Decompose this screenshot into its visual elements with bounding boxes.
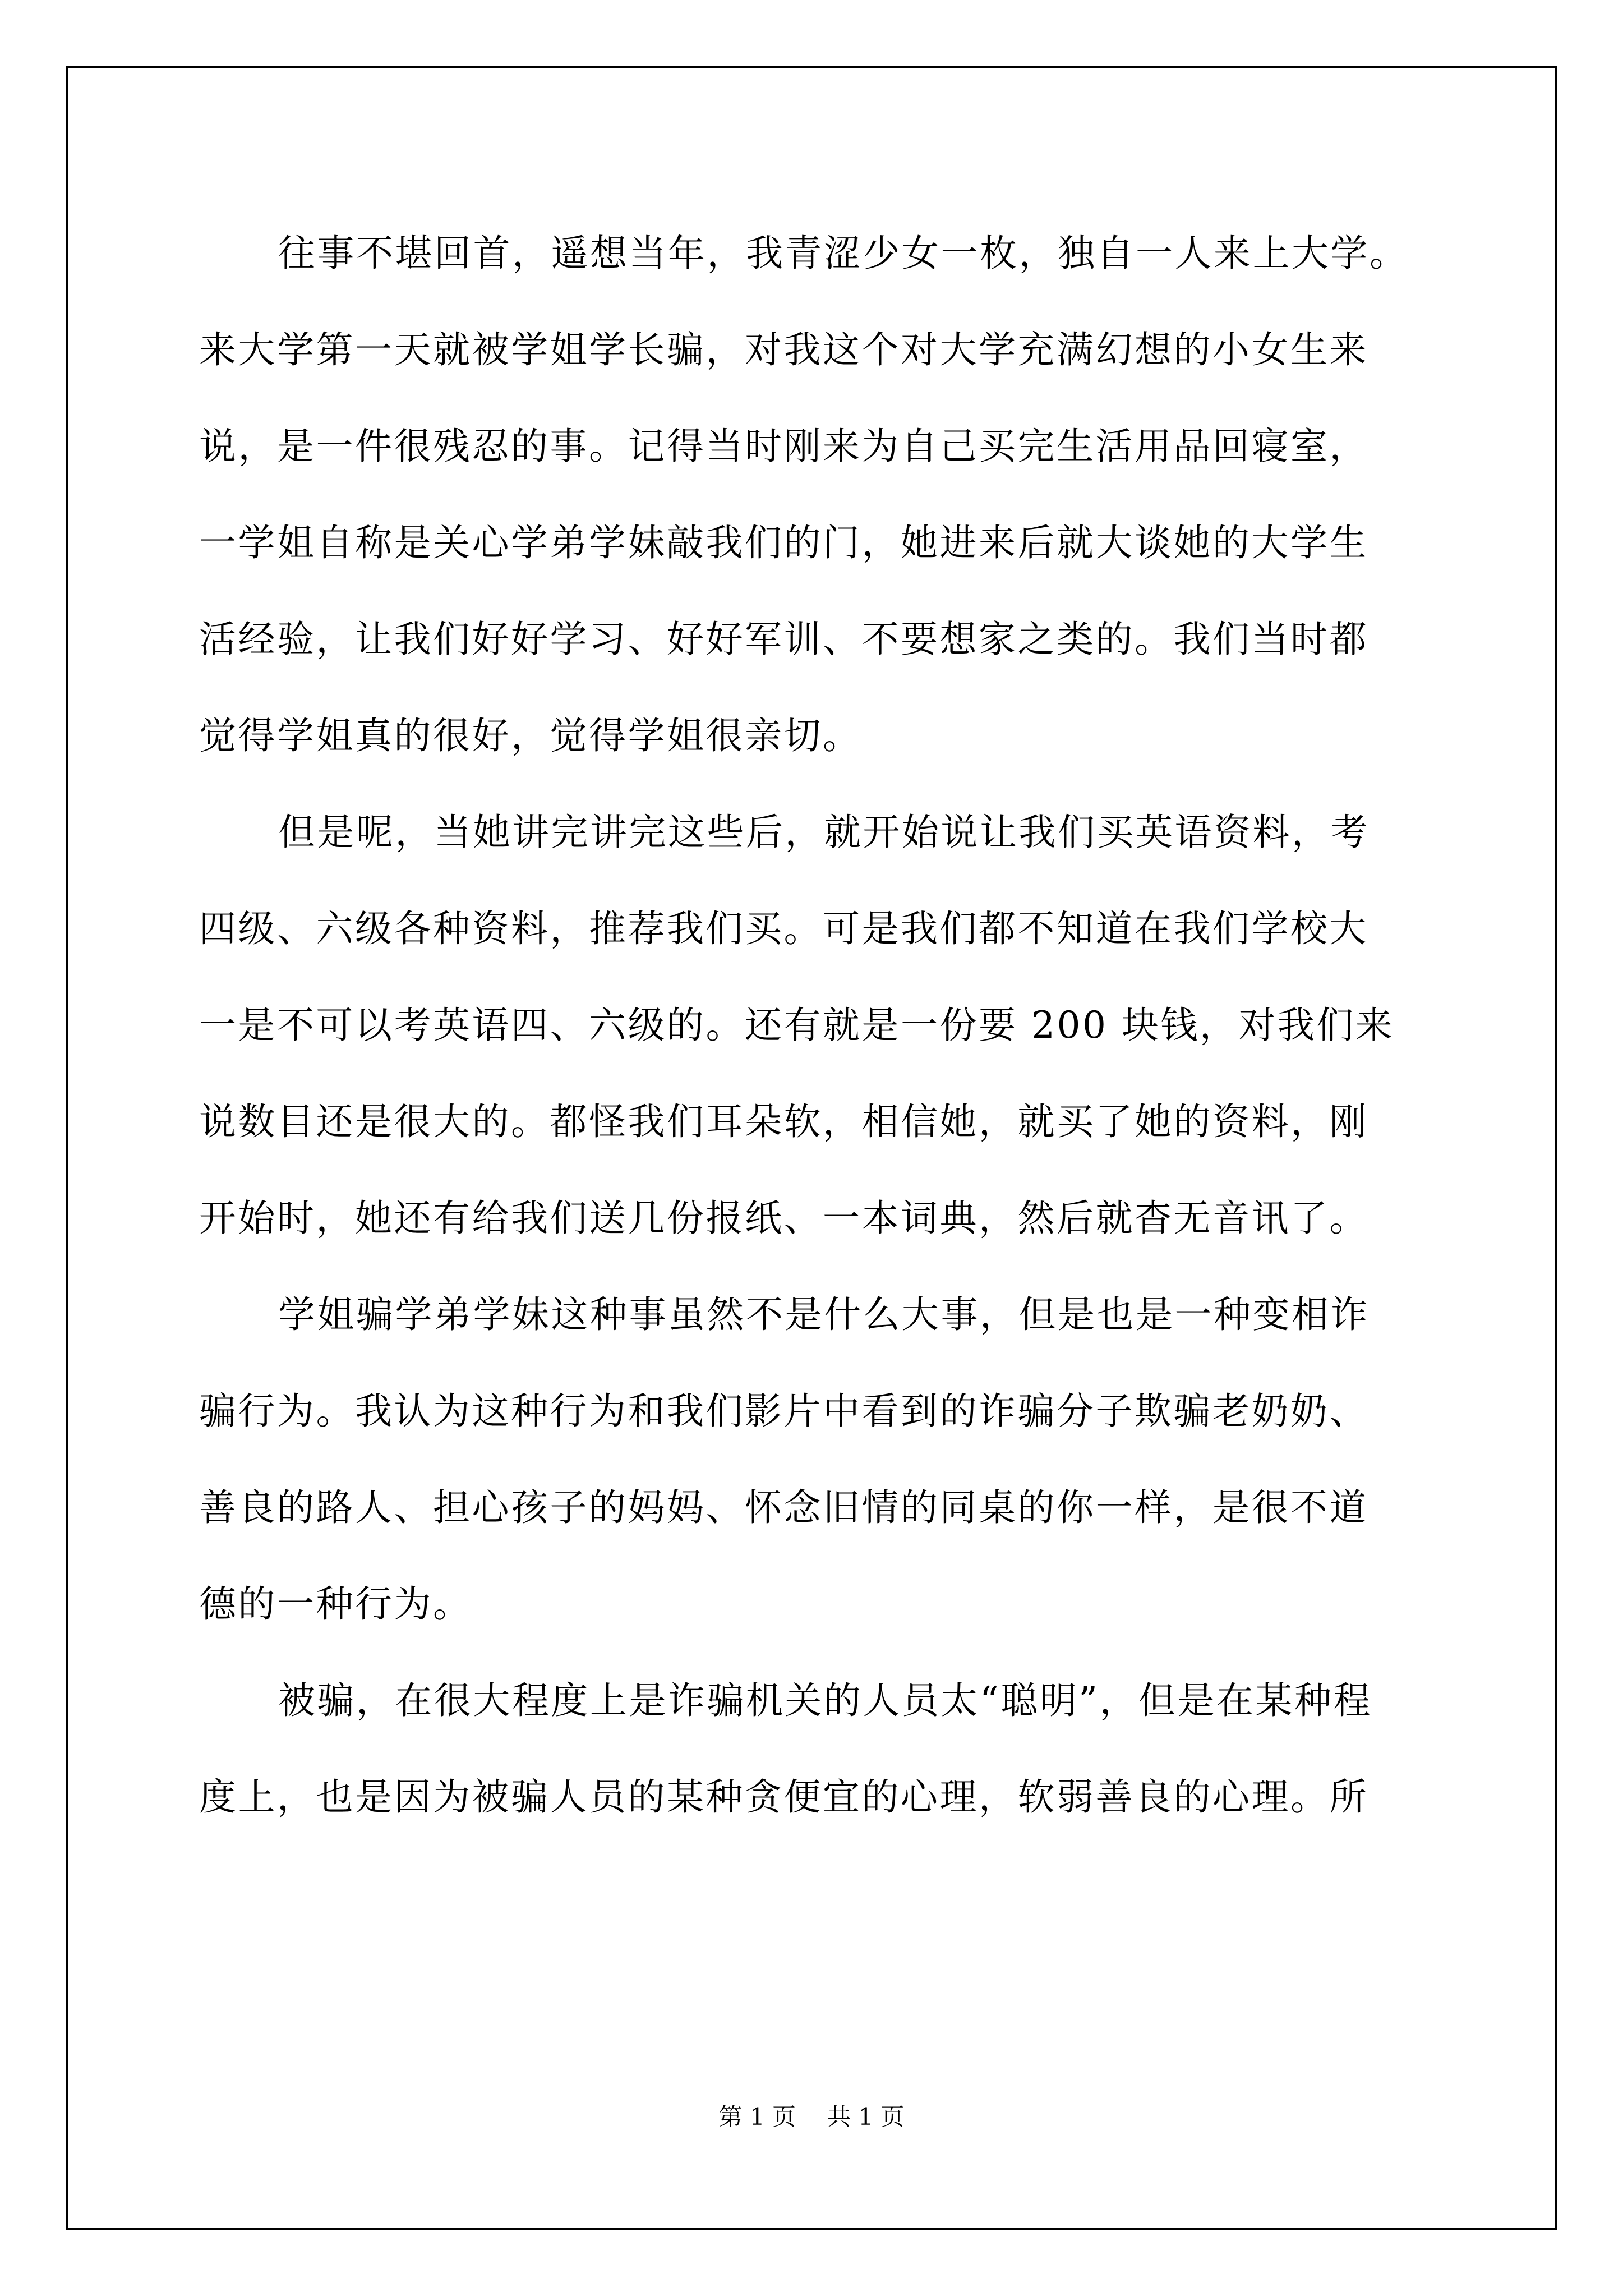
text-line: 四级、六级各种资料，推荐我们买。可是我们都不知道在我们学校大 [199,907,1368,950]
text-line: 一是不可以考英语四、六级的。还有就是一份要 200 块钱，对我们来 [199,1004,1395,1047]
text-line: 学姐骗学弟学妹这种事虽然不是什么大事，但是也是一种变相诈 [278,1293,1370,1336]
text-line: 往事不堪回首，遥想当年，我青涩少女一枚，独自一人来上大学。 [278,232,1409,275]
text-line: 觉得学姐真的很好，觉得学姐很亲切。 [199,714,862,757]
text-line: 度上，也是因为被骗人员的某种贪便宜的心理，软弱善良的心理。所 [199,1775,1368,1819]
text-line: 开始时，她还有给我们送几份报纸、一本词典，然后就杳无音讯了。 [199,1197,1368,1240]
text-line: 善良的路人、担心孩子的妈妈、怀念旧情的同桌的你一样，是很不道 [199,1486,1368,1529]
text-line: 来大学第一天就被学姐学长骗，对我这个对大学充满幻想的小女生来 [199,328,1368,371]
text-line: 德的一种行为。 [199,1582,472,1626]
page-number-total: 共 1 页 [827,2103,905,2131]
text-line: 一学姐自称是关心学弟学妹敲我们的门，她进来后就大谈她的大学生 [199,521,1368,564]
text-line: 说，是一件很残忍的事。记得当时刚来为自己买完生活用品回寝室， [199,425,1368,468]
text-line: 但是呢，当她讲完讲完这些后，就开始说让我们买英语资料，考 [278,811,1370,854]
text-line: 骗行为。我认为这种行为和我们影片中看到的诈骗分子欺骗老奶奶、 [199,1389,1368,1433]
page-number-current: 第 1 页 [718,2103,796,2131]
page-footer [0,2100,1623,2134]
text-line: 说数目还是很大的。都怪我们耳朵软，相信她，就买了她的资料，刚 [199,1100,1368,1143]
document-body [199,205,1433,1846]
text-line: 活经验，让我们好好学习、好好军训、不要想家之类的。我们当时都 [199,618,1368,661]
text-line: 被骗，在很大程度上是诈骗机关的人员太“聪明”，但是在某种程 [278,1679,1372,1722]
